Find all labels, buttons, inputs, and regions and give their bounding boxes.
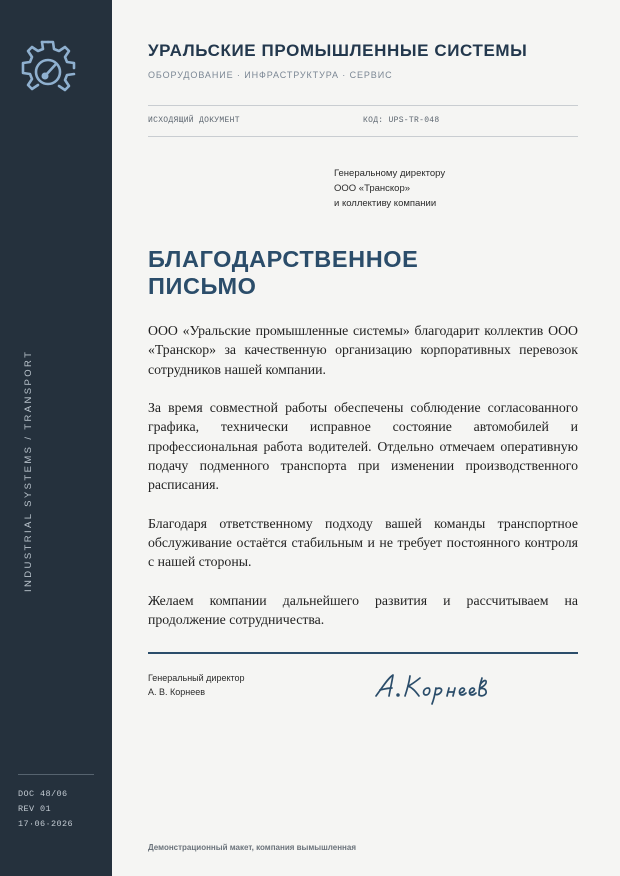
signer-name: А. В. Корнеев (148, 687, 206, 697)
body-paragraph: Желаем компании дальнейшего развития и рассчитываем на продолжение сотрудничества. (148, 592, 578, 628)
doc-number: DOC 48/06 (18, 789, 68, 799)
company-tagline: ОБОРУДОВАНИЕ · ИНФРАСТРУКТУРА · СЕРВИС (148, 70, 393, 80)
sidebar (0, 0, 112, 876)
addressee-line: ООО «Транскор» (334, 183, 411, 194)
revision: REV 01 (18, 804, 52, 814)
body-paragraph: ООО «Уральские промышленные системы» благодарит коллектив ООО «Транскор» за качественную организацию корпоративных перевозок сотрудников нашей компании. (148, 323, 578, 377)
signer-block (148, 671, 245, 699)
company-name: УРАЛЬСКИЕ ПРОМЫШЛЕННЫЕ СИСТЕМЫ (148, 41, 528, 60)
letter-title (148, 246, 418, 300)
signer-position: Генеральный директор (148, 673, 245, 683)
letter-body (148, 321, 578, 649)
body-paragraph: За время совместной работы обеспечены соблюдение согласованного графика, технически исправное состояние автомобилей и профессиональная работа водителей. Отдельно отмечаем оперативную подачу подменного транспорта при изменении производственного расписания. (148, 400, 578, 493)
doc-date: 17·06·2026 (18, 819, 74, 829)
letter-content (112, 0, 620, 876)
header-divider-bottom (148, 136, 578, 137)
addressee-line: Генеральному директору (334, 168, 446, 179)
sidebar-vertical-text: INDUSTRIAL SYSTEMS / TRANSPORT (23, 349, 34, 592)
body-paragraph: Благодаря ответственному подходу вашей команды транспортное обслуживание остаётся стабильным и не требует постоянного контроля с нашей стороны. (148, 515, 578, 570)
signature-divider (148, 652, 578, 654)
sidebar-divider (18, 774, 94, 775)
addressee-line: и коллективу компании (334, 198, 437, 209)
addressee-block (334, 166, 445, 211)
footer-note: Демонстрационный макет, компания вымышленная (148, 843, 356, 852)
title-line: ПИСЬМО (148, 273, 257, 299)
doc-type: ИСХОДЯЩИЙ ДОКУМЕНТ (148, 116, 240, 125)
doc-code: КОД: UPS-TR-048 (363, 116, 440, 125)
handwritten-signature (374, 668, 514, 708)
title-line: БЛАГОДАРСТВЕННОЕ (148, 246, 419, 272)
gear-gauge-icon (16, 38, 80, 102)
header-divider (148, 105, 578, 106)
